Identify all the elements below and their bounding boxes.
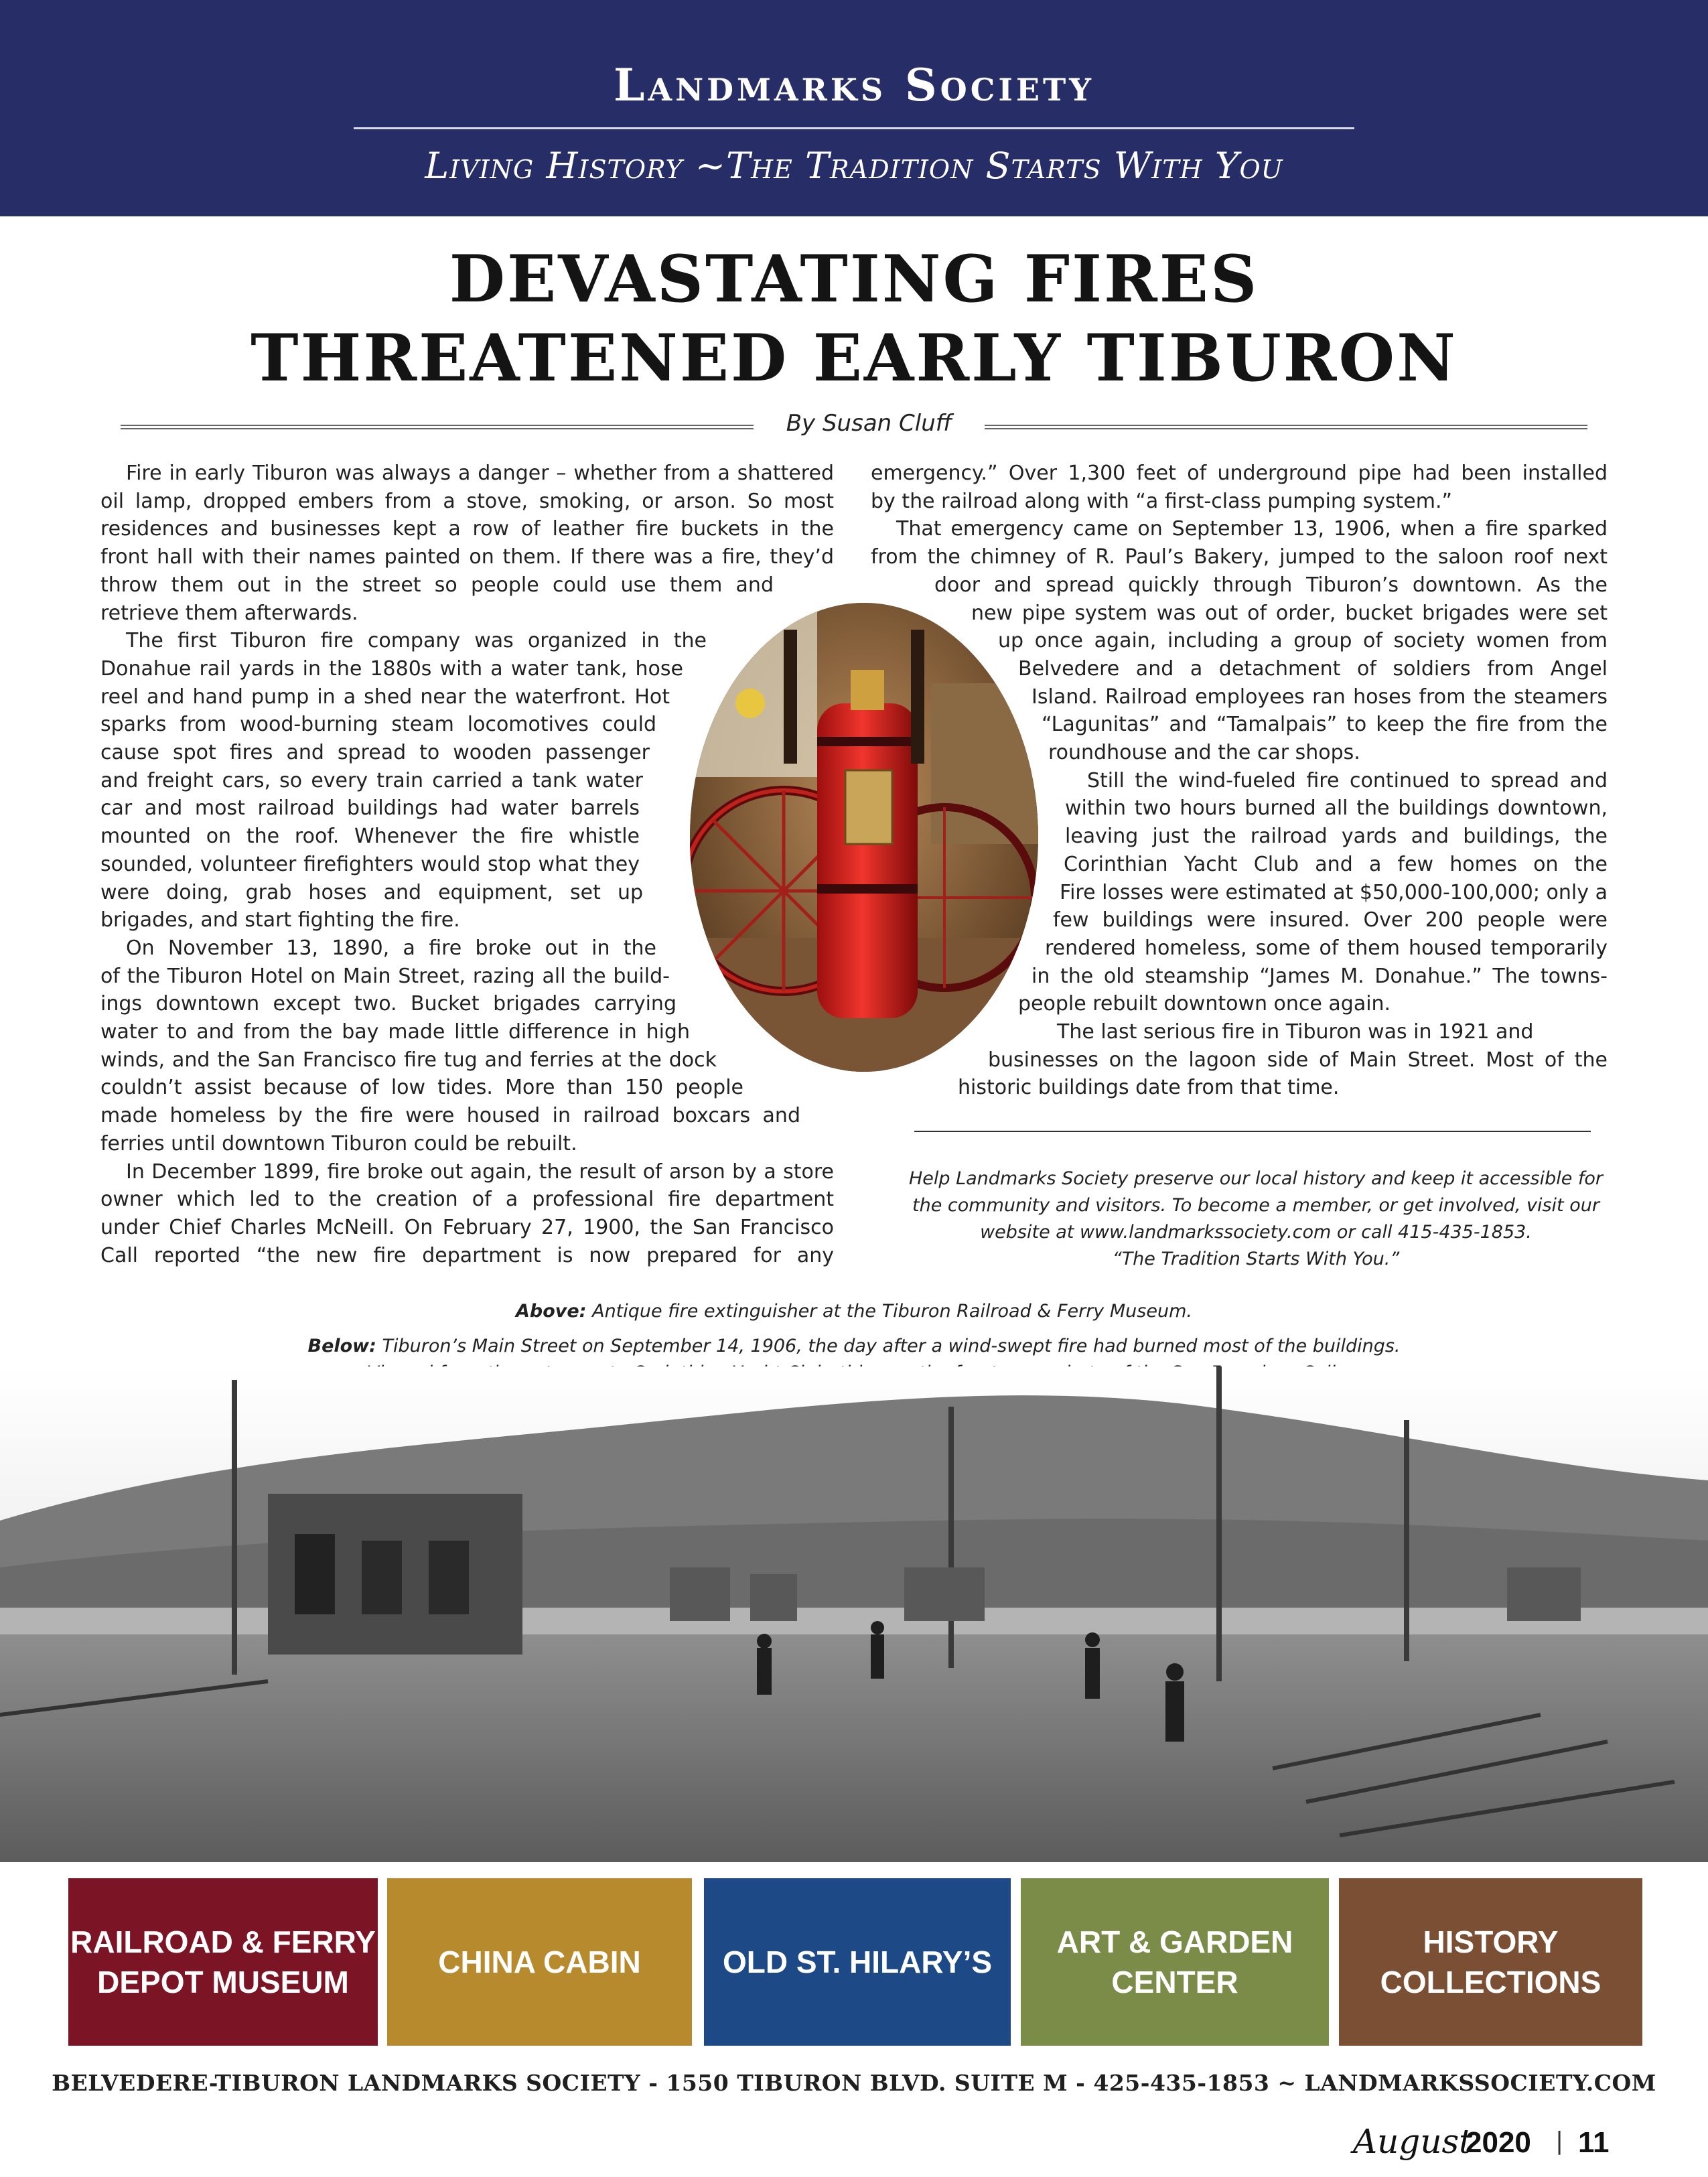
article-text-line: Island. Railroad employees ran hoses from the steamers (1031, 685, 1608, 709)
article-text-line: winds, and the San Francisco fire tug and ferries at the dock (100, 1048, 717, 1072)
article-text-line: from the chimney of R. Paul’s Bakery, jumped to the saloon roof next (871, 545, 1608, 569)
masthead-divider (354, 127, 1354, 129)
tile-railroad-ferry-depot-museum[interactable] (68, 1878, 378, 2046)
article-text-line: Fire in early Tiburon was always a danger – whether from a shattered (126, 462, 834, 485)
page-number: 11 (1578, 2126, 1610, 2159)
caption-below (0, 1333, 1708, 1360)
tile-label: COLLECTIONS (1380, 1965, 1602, 1999)
article-text-line: cause spot fires and spread to wooden passenger (100, 741, 650, 764)
article-text-line: rendered homeless, some of them housed temporarily (1045, 936, 1608, 960)
article-text-line: by the railroad along with “a first-class pumping system.” (871, 489, 1453, 513)
caption-above (0, 1298, 1708, 1325)
footer-address: BELVEDERE-TIBURON LANDMARKS SOCIETY - 1550 TIBURON BLVD. SUITE M - 425-435-1853 ~ LANDMARKSSOCIETY.COM (52, 2070, 1656, 2096)
article-text-line: up once again, including a group of society women from (998, 629, 1608, 653)
caption-below-label: Below: (307, 1336, 376, 1356)
folio-year: 2020 (1466, 2126, 1531, 2159)
article-text-line: “Lagunitas” and “Tamalpais” to keep the fire from the (1042, 713, 1608, 737)
masthead-title: Landmarks Society (613, 59, 1095, 111)
headline-line-1: DEVASTATING FIRES (449, 241, 1259, 317)
article-text-line: brigades, and start fighting the fire. (100, 908, 460, 932)
article-text-line: Belvedere and a detachment of soldiers from Angel (1018, 656, 1608, 681)
article-text-line: were doing, grab hoses and equipment, set up (100, 880, 643, 904)
caption-above-text: Antique fire extinguisher at the Tiburon Railroad & Ferry Museum. (586, 1301, 1192, 1322)
folio-month: August (1353, 2122, 1473, 2161)
article-text-line: residences and businesses kept a row of leather fire buckets in the (100, 517, 834, 541)
headline-line-2: THREATENED EARLY TIBURON (251, 320, 1457, 396)
article-text-line: under Chief Charles McNeill. On February 27, 1900, the San Francisco (100, 1215, 834, 1239)
article-text-line: oil lamp, dropped embers from a stove, smoking, or arson. So most (100, 489, 834, 513)
article-text-line: ings downtown except two. Bucket brigades carrying (100, 992, 677, 1016)
tile-old-st-hilarys[interactable] (704, 1878, 1011, 2046)
article-headline (0, 240, 1708, 398)
byline-row (121, 410, 1587, 443)
folio-separator: | (1555, 2127, 1564, 2155)
caption-below-text: Tiburon’s Main Street on September 14, 1906, the day after a wind-swept fire had burned most of the buildings. (376, 1336, 1401, 1356)
article-text-line: reel and hand pump in a shed near the waterfront. Hot (100, 685, 670, 709)
main-street-1906-photo (0, 1366, 1708, 1862)
masthead (0, 0, 1708, 216)
article-text-line: mounted on the roof. Whenever the fire whistle (100, 825, 640, 849)
tile-label: DEPOT MUSEUM (97, 1965, 349, 1999)
article-text-line: Still the wind-fueled fire continued to spread and (1087, 768, 1608, 792)
article-text-line: The last serious fire in Tiburon was in 1921 and (1057, 1020, 1534, 1044)
promo-line: website at www.landmarkssociety.com or call 415-435-1853. (980, 1222, 1532, 1243)
masthead-subtitle: Living History ~The Tradition Starts With You (425, 145, 1283, 187)
caption-above-label: Above: (516, 1301, 587, 1322)
article-text-line: ferries until downtown Tiburon could be rebuilt. (100, 1131, 577, 1155)
article-text-line: few buildings were insured. Over 200 people were (1053, 908, 1608, 932)
article-text-line: people rebuilt downtown once again. (1018, 992, 1391, 1016)
article-text-line: leaving just the railroad yards and buildings, the (1065, 825, 1608, 849)
main-street-illustration (0, 1366, 1708, 1862)
tile-label: RAILROAD & FERRY (70, 1924, 376, 1959)
article-text-line: Call reported “the new fire department is now prepared for any (100, 1243, 834, 1267)
article-text-line: car and most railroad buildings had water barrels (100, 796, 640, 821)
byline-rule-right (985, 425, 1587, 429)
tile-label: OLD ST. HILARY’S (722, 1945, 993, 1979)
article-text-line: emergency.” Over 1,300 feet of underground pipe had been installed (871, 462, 1608, 485)
article-text-line: Corinthian Yacht Club and a few homes on the (1064, 852, 1608, 876)
promo-divider (914, 1131, 1591, 1132)
article-text-line: made homeless by the fire were housed in railroad boxcars and (100, 1104, 800, 1128)
article-text-line: Fire losses were estimated at $50,000-100,000; only a (1060, 880, 1608, 904)
tile-label: CHINA CABIN (438, 1945, 641, 1979)
article-text-line: within two hours burned all the buildings downtown, (1065, 796, 1608, 821)
article-text-line: throw them out in the street so people could use them and (100, 573, 774, 597)
tile-china-cabin[interactable] (387, 1878, 692, 2046)
tile-history-collections[interactable] (1339, 1878, 1642, 2046)
article-text-line: front hall with their names painted on them. If there was a fire, they’d (100, 545, 834, 569)
promo-line: “The Tradition Starts With You.” (1112, 1249, 1400, 1269)
promo-line: the community and visitors. To become a member, or get involved, visit our (912, 1195, 1599, 1216)
article-text-line: water to and from the bay made little difference in high (100, 1020, 690, 1044)
byline: By Susan Cluff (786, 410, 952, 437)
article-text-line: retrieve them afterwards. (100, 601, 358, 625)
article-text-line: historic buildings date from that time. (958, 1076, 1340, 1100)
article-text-line: businesses on the lagoon side of Main Street. Most of the (988, 1048, 1608, 1072)
article-text-line: door and spread quickly through Tiburon’s downtown. As the (934, 573, 1608, 597)
membership-promo (884, 1166, 1628, 1273)
article-text-line: of the Tiburon Hotel on Main Street, razing all the build- (100, 964, 670, 988)
article-text-line: On November 13, 1890, a fire broke out in the (126, 936, 656, 960)
article-text-line: That emergency came on September 13, 1906, when a fire sparked (896, 517, 1608, 541)
article-text-line: The first Tiburon fire company was organized in the (126, 629, 707, 653)
article-text-line: and freight cars, so every train carried a tank water (100, 768, 643, 792)
article-text-line: sparks from wood-burning steam locomotives could (100, 713, 656, 737)
tile-label: CENTER (1111, 1965, 1238, 1999)
tile-label: HISTORY (1423, 1924, 1559, 1959)
page-folio (1353, 2122, 1634, 2162)
article-text-line: sounded, volunteer firefighters would stop what they (100, 852, 640, 876)
promo-line: Help Landmarks Society preserve our local history and keep it accessible for (908, 1168, 1604, 1189)
article-text-line: Donahue rail yards in the 1880s with a water tank, hose (100, 656, 683, 681)
article-text-line: in the old steamship “James M. Donahue.” The towns- (1031, 964, 1608, 988)
tile-art-garden-center[interactable] (1021, 1878, 1329, 2046)
article-text-line: roundhouse and the car shops. (1048, 741, 1360, 764)
article-text-line: new pipe system was out of order, bucket brigades were set (971, 601, 1608, 625)
tile-label: ART & GARDEN (1056, 1924, 1293, 1959)
byline-rule-left (121, 425, 754, 429)
article-text-line: owner which led to the creation of a professional fire department (100, 1188, 834, 1212)
article-text-line: couldn’t assist because of low tides. More than 150 people (100, 1076, 743, 1100)
fire-extinguisher-photo (690, 603, 1038, 1072)
article-text-line: In December 1899, fire broke out again, the result of arson by a store (126, 1160, 834, 1184)
fire-extinguisher-illustration (690, 603, 1038, 1072)
